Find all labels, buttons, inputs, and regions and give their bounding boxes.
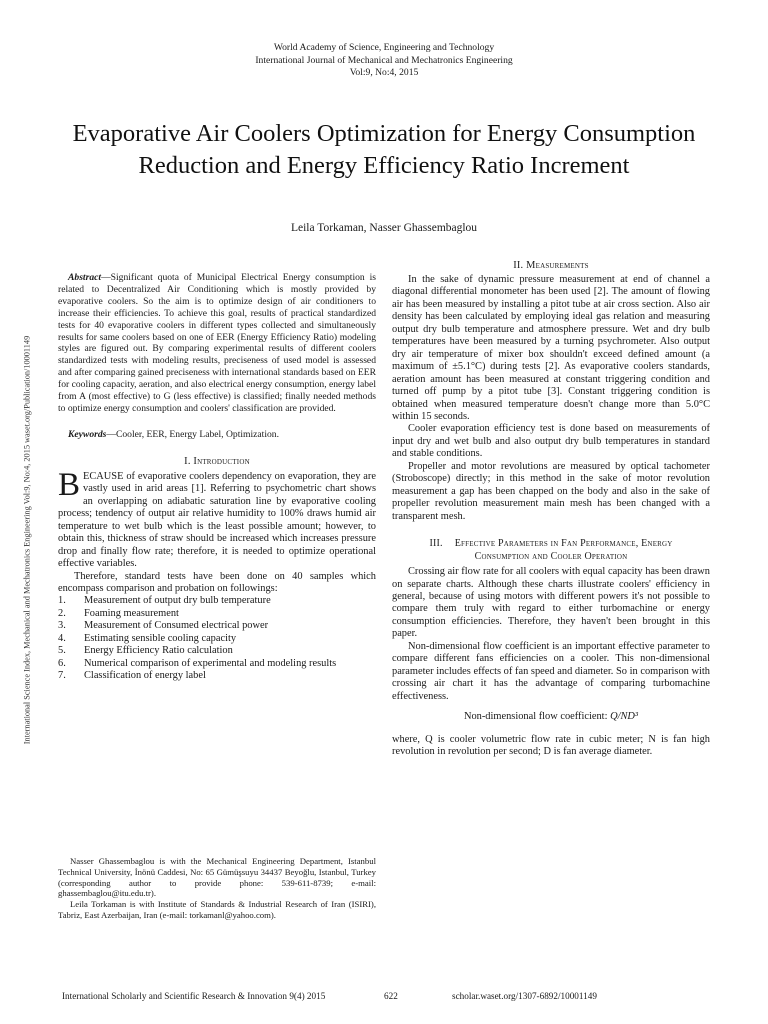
footnote-author-1: Nasser Ghassembaglou is with the Mechanical Engineering Department, Istanbul Technical University, İnönü Caddesi, No: 65 Gümüşsuyu 34437 Beyoğlu, Istanbul, Turkey (corresponding author to provide phone: 539-611-8739; e-mail: ghassembaglou@itu.edu.tr). xyxy=(58,856,376,899)
journal-publisher: World Academy of Science, Engineering and Technology xyxy=(273,42,495,53)
keywords-text: Cooler, EER, Energy Label, Optimization. xyxy=(115,428,279,440)
abstract-dash: — xyxy=(101,272,111,283)
equation-label: Non-dimensional flow coefficient: xyxy=(463,711,608,723)
list-item: 2. Foaming measurement xyxy=(58,607,179,619)
footnotes xyxy=(58,856,376,921)
footer-left: International Scholarly and Scientific Research & Innovation 9(4) 2015 xyxy=(62,991,326,1001)
paper-authors: Leila Torkaman, Nasser Ghassembaglou xyxy=(290,222,478,234)
measurements-paragraph-3: Propeller and motor revolutions are measured by optical tachometer (Stroboscope) directly; in this method in the sake of motor revolution measurement a gap has been chapped on the body and also in the sake of propeller revolution measurement main mesh has been changed with a transparent mesh. xyxy=(392,460,710,522)
abstract-text: Significant quota of Municipal Electrical Energy consumption is related to Decentralized Air Conditioning which is mostly provided by evaporative coolers. So the aim is to optimize design of air conditioners to increase their efficiencies. To achieve this goal, results of practical standardized tests for 40 evaporative coolers in different types collected and simultaneously results for same coolers based on one of EER (Energy Efficiency Ratio) modeling styles are figured out. By comparing experimental results of different coolers standardized tests with modeling results, preciseness of used model is assessed and after comparing gained preciseness with international standards based on EER for cooling capacity, aeration, and also electrical energy consumption, energy label from A (most effective) to G (less effective) is classified; finally needed methods to optimize energy consumption and coolers' classification are provided. xyxy=(58,272,376,414)
flow-coefficient-equation xyxy=(392,711,710,723)
journal-header xyxy=(0,42,768,80)
footnote-author-2: Leila Torkaman is with Institute of Standards & Industrial Research of Iran (ISIRI), Tabriz, East Azerbaijan, Iran (e-mail: torkamanl@yahoo.com). xyxy=(58,899,376,920)
parameters-paragraph-2: Non-dimensional flow coefficient is an important effective parameter to compare different fans efficiencies on a cooler. This non-dimensional parameter includes effects of fan speed and diameter. So in comparison with crossing air chart it has the advantage of comparing turbomachine effectiveness. xyxy=(392,640,710,702)
measurements-paragraph-2: Cooler evaporation efficiency test is done based on measurements of input dry and wet bulb and also output dry bulb temperatures in standard and stable conditions. xyxy=(392,423,710,460)
sidebar-citation: International Science Index, Mechanical and Mechatronics Engineering Vol:9, No:4, 2015 waset.org/Publication/10001149 xyxy=(22,335,32,745)
left-column xyxy=(58,272,376,683)
keywords-dash: — xyxy=(106,428,116,440)
measurements-paragraph-1: In the sake of dynamic pressure measurement at end of channel a diagonal differential monometer has been used [2]. The amount of flowing air has been measured by installing a pitot tube at air cross section. Also air density has been calculated by employing ideal gas relation and measuring output dry bulb temperature and atmosphere pressure. Wet and dry bulb temperatures have been measured by a turning psychrometer. Also output dry air temperature of mixer box shouldn't exceed defined amount (a maximum of ±5.1°C) during tests [2]. As evaporative coolers standards, aeration amount has been measured at constant triggering condition and turned off pump by a pitot tube [3]. Constant triggering condition is obtained when measured temperature doesn't change more than 5.0°C within 15 seconds. xyxy=(392,274,710,422)
test-list xyxy=(58,595,376,682)
drop-cap: B xyxy=(58,466,81,503)
equation-formula: Q/ND³ xyxy=(610,711,639,723)
section-heading-introduction: I. Introduction xyxy=(184,455,250,467)
list-item: 4. Estimating sensible cooling capacity xyxy=(58,632,237,644)
abstract xyxy=(58,272,376,415)
footer-url: scholar.waset.org/1307-6892/10001149 xyxy=(452,991,597,1001)
intro-paragraph-2: Therefore, standard tests have been done on 40 samples which encompass comparison and probation on followings: xyxy=(58,570,376,594)
list-item: 5. Energy Efficiency Ratio calculation xyxy=(58,645,233,657)
list-item: 7. Classification of energy label xyxy=(58,670,206,682)
section-heading-effective-parameters: III. Effective Parameters in Fan Performance, Energy Consumption and Cooler Operation xyxy=(429,538,673,563)
parameters-paragraph-3: where, Q is cooler volumetric flow rate in cubic meter; N is fan high revolution in revolution per second; D is fan average diameter. xyxy=(392,733,710,757)
journal-volume: Vol:9, No:4, 2015 xyxy=(349,67,419,79)
section-heading-measurements: II. Measurements xyxy=(513,260,589,271)
parameters-paragraph-1: Crossing air flow rate for all coolers with equal capacity has been drawn on separate charts. Although these charts illustrate coolers' efficiency in general, because of using motors with different powers it's not possible to compare them truly with regard to either turbomachine or energy consumption efficiencies. Therefore, they haven't been brought in this paper. xyxy=(392,566,710,640)
paper-title: Evaporative Air Coolers Optimization for Energy Consumption Reduction and Energy Efficiency Ratio Increment xyxy=(72,120,696,179)
list-item: 3. Measurement of Consumed electrical power xyxy=(58,620,269,632)
page-number: 622 xyxy=(384,991,398,1001)
list-item: 6. Numerical comparison of experimental and modeling results xyxy=(58,657,337,669)
keywords xyxy=(58,429,376,441)
list-item: 1. Measurement of output dry bulb temperature xyxy=(58,595,271,607)
right-column xyxy=(392,259,710,758)
abstract-label: Abstract xyxy=(68,272,102,283)
intro-paragraph-1: BECAUSE of evaporative coolers dependency on evaporation, they are vastly used in arid areas [1]. Referring to psychometric chart shows an overlapping on adiabatic saturation line by evaporative cooling process; tendency of output air relative humidity to 100% draws humid air temperature to wet bulb which is the least possible amount; however, to obtain this, thickness of straw should be increased which increases pressure drop and finally flow rate; therefore, it is needed to optimize operational effective variables. xyxy=(58,466,376,570)
keywords-label: Keywords xyxy=(68,428,107,440)
journal-name: International Journal of Mechanical and Mechatronics Engineering xyxy=(255,54,513,66)
